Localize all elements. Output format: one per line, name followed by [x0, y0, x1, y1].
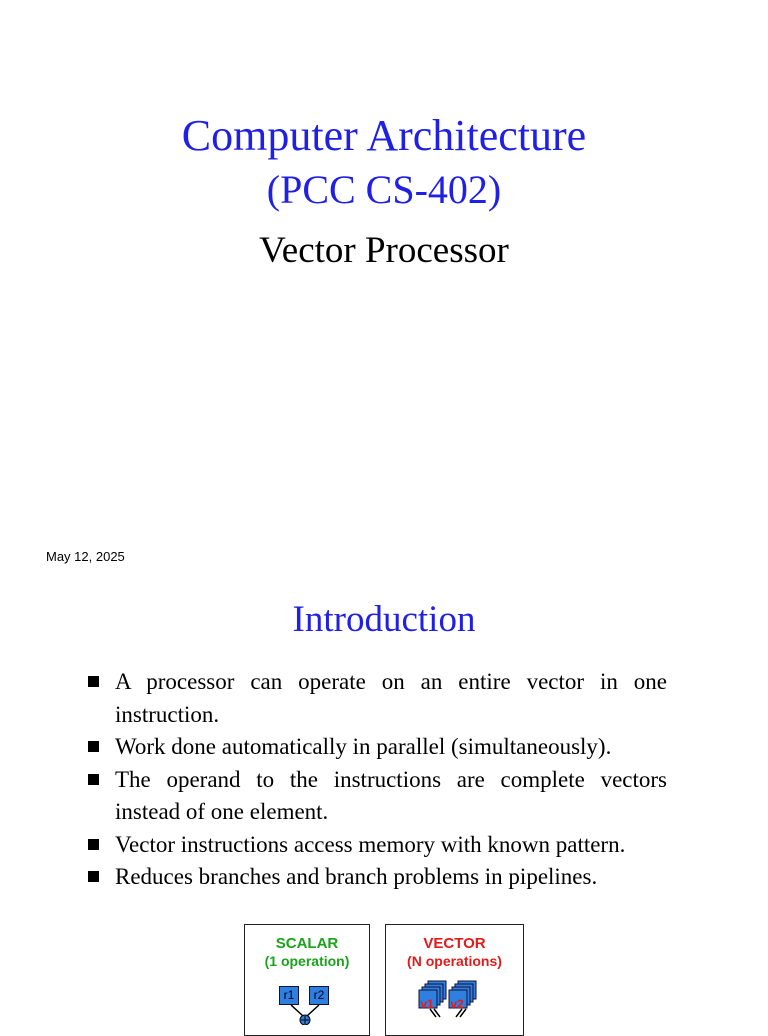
bullet-item: Work done automatically in parallel (simultaneously). — [87, 731, 667, 764]
bullet-item: Vector instructions access memory with known pattern. — [87, 829, 667, 862]
vector-title: VECTOR — [423, 935, 486, 952]
square-bullet-icon — [88, 741, 99, 752]
square-bullet-icon — [88, 774, 99, 785]
scalar-diagram-panel — [244, 924, 370, 1036]
scalar-title: SCALAR — [275, 935, 339, 952]
slide-title: Computer Architecture — [181, 111, 587, 160]
vector-register-v2: v2 — [450, 997, 464, 1011]
bullet-item: A processor can operate on an entire vector in one instruction. — [87, 666, 667, 731]
vector-register-v1: v1 — [420, 997, 434, 1011]
bullet-list — [87, 666, 667, 894]
square-bullet-icon — [88, 871, 99, 882]
scalar-register-r1: r1 — [279, 986, 299, 1005]
scalar-add-icon — [285, 1005, 325, 1025]
square-bullet-icon — [88, 839, 99, 850]
bullet-item: Reduces branches and branch problems in pipelines. — [87, 861, 667, 894]
vector-diagram-panel — [385, 924, 524, 1036]
slide-subtitle: Vector Processor — [259, 230, 509, 271]
vector-subtitle: (N operations) — [407, 953, 502, 969]
slide-date: May 12, 2025 — [46, 549, 125, 564]
bullet-item: The operand to the instructions are complete vectors instead of one element. — [87, 764, 667, 829]
square-bullet-icon — [88, 676, 99, 687]
intro-title: Introduction — [292, 599, 476, 640]
scalar-register-r2: r2 — [309, 986, 329, 1005]
scalar-subtitle: (1 operation) — [264, 953, 350, 969]
course-code: (PCC CS-402) — [266, 167, 502, 212]
